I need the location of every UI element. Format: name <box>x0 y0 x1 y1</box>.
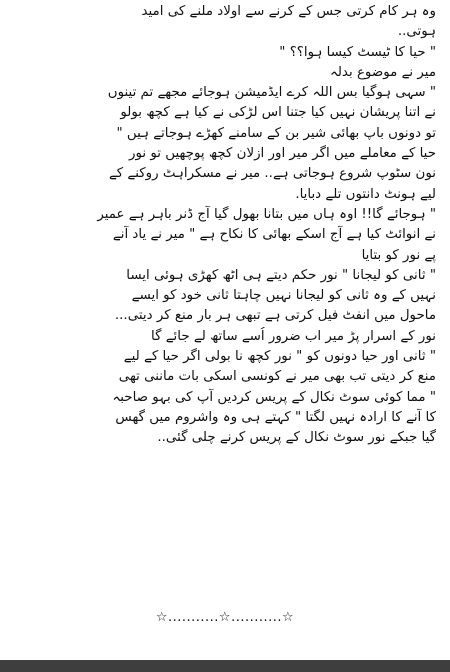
story-line: میر نے موضوع بدلہ <box>330 64 436 80</box>
story-line: وہ ہر کام کرتی جس کے کرنے سے اولاد ملنے کی امید <box>141 4 436 19</box>
story-line: نون سٹوپ شروع ہوجاتی ہے.. میر نے مسکراہٹ روکنے کے <box>108 166 436 182</box>
story-line: لیے ہونٹ دانتوں تلے دبایا. <box>295 186 436 202</box>
story-line: " ثانی اور حیا دونوں کو " نور کچھ نا بولی اگر حیا کے لیے <box>123 349 436 365</box>
story-line: نے اتنا پریشان نہیں کیا جتنا اس لڑکی نے کیا ہے کچھ بولو <box>120 105 436 121</box>
story-line: ہوتی.. <box>397 24 436 40</box>
bottom-bar <box>0 660 450 672</box>
story-line: منع کر دیتی تب بھی میر نے کونسی اسکی بات ماننی تھی <box>118 369 436 385</box>
story-line: " حیا کا ٹیسٹ کیسا ہوا؟؟ " <box>279 44 436 60</box>
story-line: نہیں کے وہ ثانی کو لیجانا نہیں چاہتا ثانی خود کو ایسے <box>131 288 436 304</box>
story-line: پے نور کو بتایا <box>361 247 436 263</box>
story-line: تو دونوں باپ بھائی شیر بن کے سامنے کھڑے ہوجاتے ہیں " <box>116 125 436 141</box>
story-line: نور کے اسرار پڑ میر اب ضرور اُسے ساتھ لے جائے گا <box>151 328 436 344</box>
story-line: " مما کوئی سوٹ نکال کے پریس کردیں آپ کی بہو صاحبہ <box>112 389 436 405</box>
story-line: ماحول میں انفٹ فیل کرتی ہے تبھی ہر بار منع کر دیتی... <box>114 308 436 324</box>
story-text <box>14 2 436 449</box>
story-line: حیا کے معاملے میں اگر میر اور ازلان کچھ پوچھیں تو نور <box>129 146 436 162</box>
story-line: کا آنے کا ارادہ نہیں لگتا " کہتے ہی وہ واشروم میں گھس <box>115 409 436 425</box>
story-line: " ثانی کو لیجانا " نور حکم دیتے ہی اٹھ کھڑی ہوئی ایسا <box>126 267 436 283</box>
story-line: " ہوجائے گا!! اوہ ہاں میں بتانا بھول گیا آج ڈنر باہر ہے عمیر <box>97 206 436 222</box>
story-line: گیا جبکے نور سوٹ نکال کے پریس کرنے چلی گئی.. <box>157 430 436 446</box>
story-line: نے انوائٹ کیا ہے آج اسکے بھائی کا نکاح ہے " میر نے یاد آنے <box>112 227 436 243</box>
story-line: " سہی ہوگیا بس اللہ کرے ایڈمیشن ہوجائے مجھے تم تینوں <box>107 85 436 101</box>
section-separator: ☆...........☆...........☆ <box>155 610 295 625</box>
